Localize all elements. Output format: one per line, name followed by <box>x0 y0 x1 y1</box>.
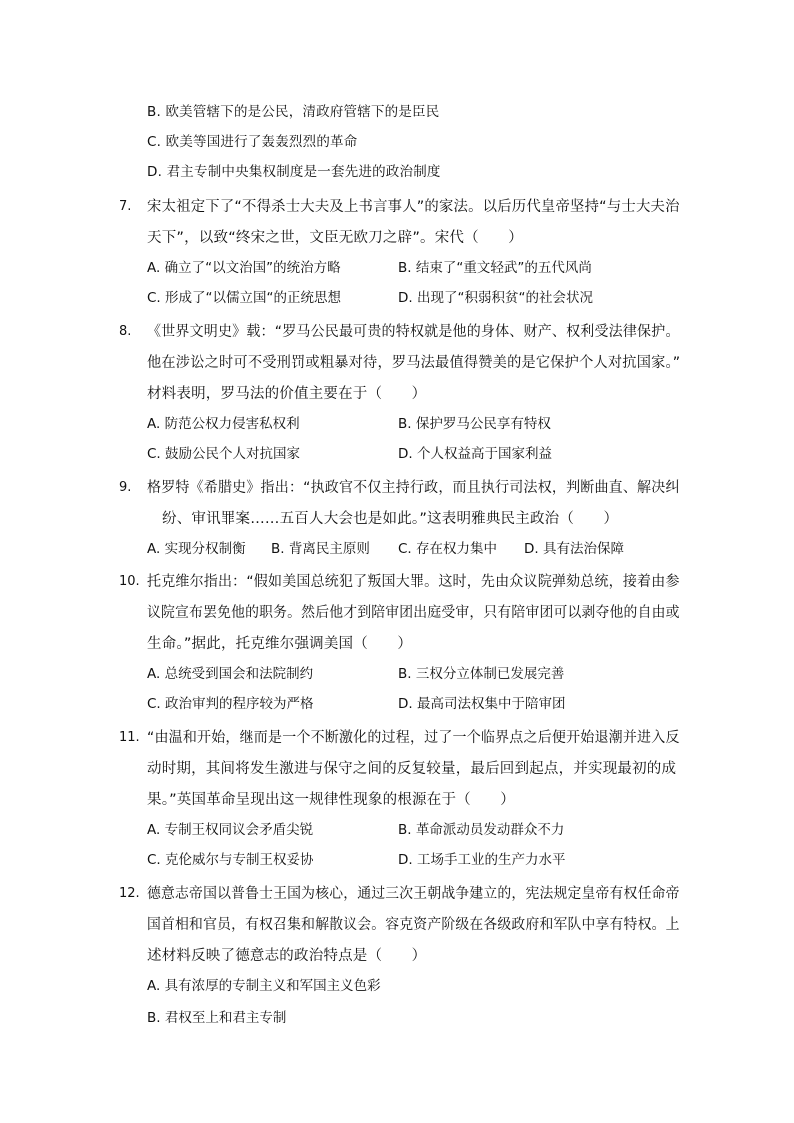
option-c: C. 存在权力集中 <box>398 541 498 557</box>
question-stem-line: 托克维尔指出：“假如美国总统犯了叛国大罪。这时，先由众议院弹劾总统，接着由参 <box>147 574 680 590</box>
question-stem-line: 议院宣布罢免他的职务。然后他才到陪审团出庭受审，只有陪审团可以剥夺他的自由或 <box>147 605 680 621</box>
question-stem-line: 生命。”据此，托克维尔强调美国（ ） <box>147 636 413 652</box>
option-a: A. 总统受到国会和法院制约 <box>147 666 314 682</box>
option-a: A. 专制王权同议会矛盾尖锐 <box>147 822 314 838</box>
question-stem-line: 《世界文明史》载：“罗马公民最可贵的特权就是他的身体、财产、权利受法律保护。 <box>147 324 680 340</box>
option-a: A. 具有浓厚的专制主义和军国主义色彩 <box>147 978 381 994</box>
question-number: 11. <box>119 730 140 745</box>
option-a: A. 实现分权制衡 <box>147 541 246 557</box>
option-c: C. 形成了“以儒立国“的正统思想 <box>147 290 342 306</box>
question-number: 10. <box>119 574 140 589</box>
option-a: A. 防范公权力侵害私权利 <box>147 416 300 432</box>
question-stem-line: 天下”，以致“终宋之世，文臣无欧刀之辟”。宋代（ ） <box>147 230 523 246</box>
option-a: A. 确立了“以文治国”的统治方略 <box>147 260 341 276</box>
question-stem-line: 材料表明，罗马法的价值主要在于（ ） <box>147 386 427 402</box>
option-d: D. 个人权益高于国家利益 <box>398 446 552 462</box>
question-stem-line: 德意志帝国以普鲁士王国为核心，通过三次王朝战争建立的，宪法规定皇帝有权任命帝 <box>147 886 680 902</box>
option-c: C. 克伦威尔与专制王权妥协 <box>147 852 314 868</box>
prev-option-c: C. 欧美等国进行了轰轰烈烈的革命 <box>147 134 358 150</box>
option-b: B. 结束了“重文轻武”的五代风尚 <box>398 260 592 276</box>
option-d: D. 工场手工业的生产力水平 <box>398 852 566 868</box>
question-stem-line: 动时期，其间将发生激进与保守之间的反复较量，最后回到起点，并实现最初的成 <box>147 761 677 777</box>
option-b: B. 君权至上和君主专制 <box>147 1010 287 1026</box>
option-b: B. 革命派动员发动群众不力 <box>398 822 565 838</box>
question-stem-line: 他在涉讼之时可不受刑罚或粗暴对待，罗马法最值得赞美的是它保护个人对抗国家。” <box>147 355 681 371</box>
question-stem-line: 纷、审讯罪案……五百人大会也是如此。”这表明雅典民主政治（ ） <box>162 511 619 527</box>
question-stem-line: 述材料反映了德意志的政治特点是（ ） <box>147 948 427 964</box>
option-c: C. 鼓励公民个人对抗国家 <box>147 446 301 462</box>
option-d: D. 最高司法权集中于陪审团 <box>398 696 566 712</box>
question-stem-line: 国首相和官员，有权召集和解散议会。容克资产阶级在各级政府和军队中享有特权。上 <box>147 917 680 933</box>
question-stem-line: “由温和开始，继而是一个不断激化的过程，过了一个临界点之后便开始退潮并进入反 <box>147 730 680 746</box>
prev-option-d: D. 君主专制中央集权制度是一套先进的政治制度 <box>147 164 441 180</box>
option-d: D. 出现了“积弱积贫“的社会状况 <box>398 290 593 306</box>
question-number: 12. <box>119 886 140 901</box>
question-number: 8. <box>119 324 132 339</box>
question-number: 7. <box>119 199 132 214</box>
option-b: B. 三权分立体制已发展完善 <box>398 666 565 682</box>
question-stem-line: 宋太祖定下了“不得杀士大夫及上书言事人”的家法。以后历代皇帝坚持“与士大夫治 <box>147 199 680 215</box>
question-stem-line: 果。”英国革命呈现出这一规律性现象的根源在于（ ） <box>147 792 515 808</box>
option-c: C. 政治审判的程序较为严格 <box>147 696 314 712</box>
option-b: B. 背离民主原则 <box>271 541 370 557</box>
option-d: D. 具有法治保障 <box>524 541 624 557</box>
question-number: 9. <box>119 480 132 495</box>
option-b: B. 保护罗马公民享有特权 <box>398 416 551 432</box>
prev-option-b: B. 欧美管辖下的是公民，清政府管辖下的是臣民 <box>147 104 440 120</box>
question-stem-line: 格罗特《希腊史》指出：“执政官不仅主持行政，而且执行司法权，判断曲直、解决纠 <box>147 480 680 496</box>
